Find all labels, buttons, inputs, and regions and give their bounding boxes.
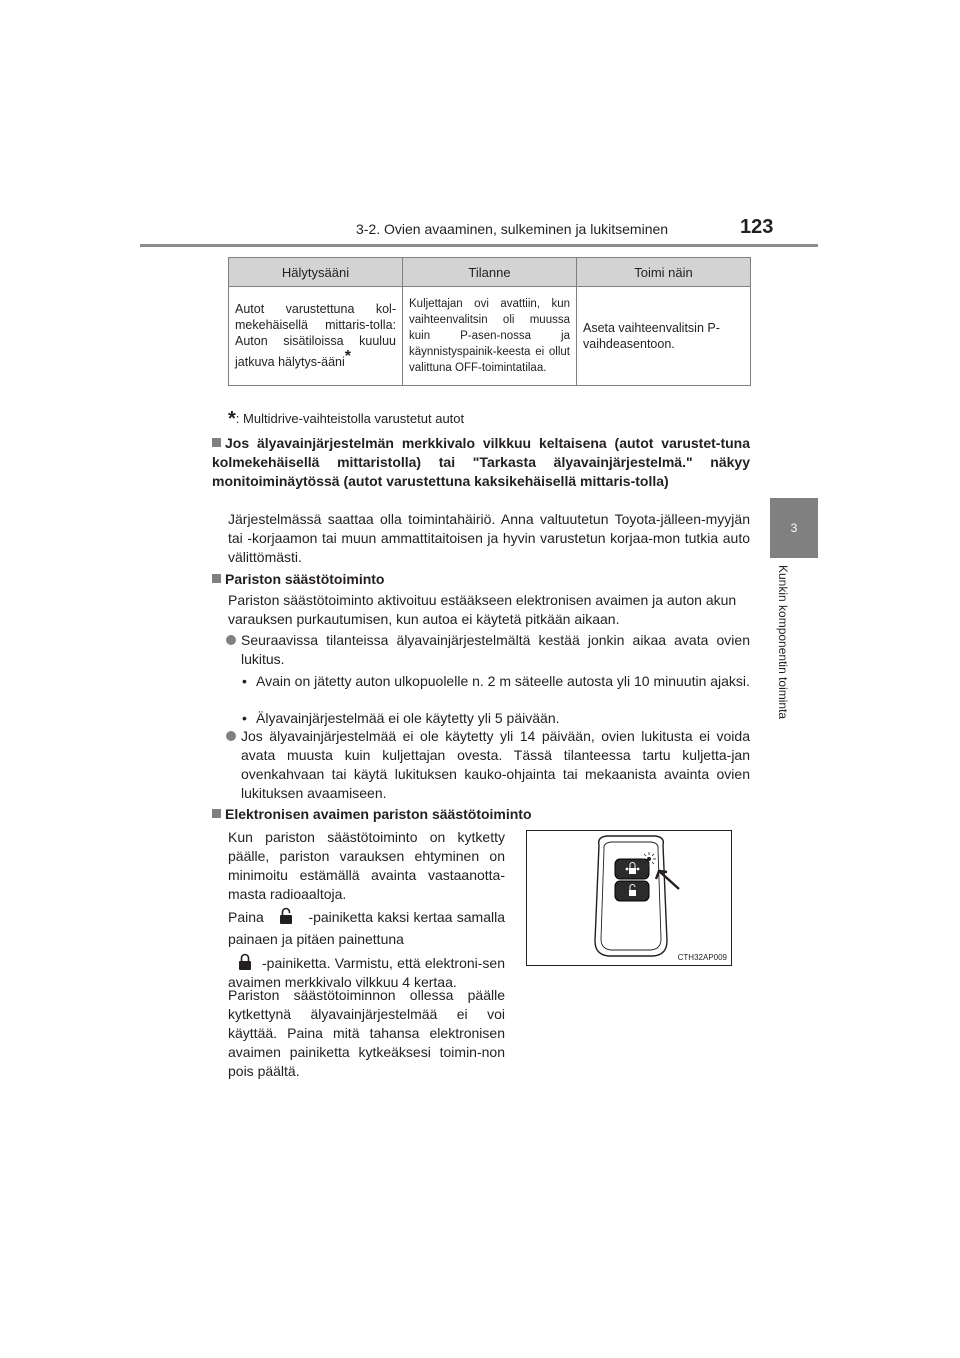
lock-icon	[228, 953, 262, 973]
table-cell-situation: Kuljettajan ovi avattiin, kun vaihteenvalitsin oli muussa kuin P-asen-nossa ja käynnistyspainik-keesta ei ollut valittuna OFF-toimintatilaa.	[403, 287, 577, 386]
table-header-cell: Hälytysääni	[229, 258, 403, 287]
section-heading: Pariston säästötoiminto	[225, 571, 385, 587]
list-item-text: Älyavainjärjestelmää ei ole käytetty yli 5 päivään.	[256, 710, 560, 726]
instruction-text: -painiketta kaksi kertaa samalla painaen ja pitäen painettuna	[228, 909, 506, 947]
square-bullet-icon	[212, 809, 221, 818]
paragraph: Kun pariston säästötoiminto on kytketty päälle, pariston varauksen ehtyminen on minimoitu estämällä avainta vastaanotta-masta radioaaltoja.	[228, 829, 505, 902]
section-heading: Elektronisen avaimen pariston säästötoiminto	[225, 806, 532, 822]
footnote-mark: *	[344, 348, 352, 366]
table-row	[229, 287, 751, 386]
sound-text: Autot varustettuna kol-mekehäisellä mittaris-tolla: Auton sisätiloissa kuuluu jatkuva hälytys-ääni	[235, 302, 396, 370]
chapter-number: 3	[790, 521, 798, 535]
unlock-icon	[268, 906, 304, 928]
square-bullet-icon	[212, 574, 221, 583]
table-header-cell: Toimi näin	[577, 258, 751, 287]
key-illustration	[526, 830, 732, 966]
list-item	[242, 672, 750, 691]
list-item-text: Avain on jätetty auton ulkopuolelle n. 2 m säteelle autosta yli 10 minuutin ajaksi.	[256, 673, 750, 689]
chapter-label: Kunkin komponentin toiminta	[776, 565, 790, 720]
instruction-line	[228, 906, 505, 950]
paragraph: Järjestelmässä saattaa olla toimintahäiriö. Anna valtuutetun Toyota-jälleen-myyjän tai -korjaamon tai muun ammattitaitoisen ja hyvin varustetun korjaa-mon tutkia auto välittömästi.	[228, 511, 750, 565]
figure-caption: CTH32AP009	[677, 953, 727, 962]
section-title: 3-2. Ovien avaaminen, sulkeminen ja lukitseminen	[356, 221, 669, 237]
list-item	[226, 631, 750, 669]
smart-key-drawing	[527, 831, 731, 965]
paragraph: Pariston säästötoiminnon ollessa päälle kytkettynä älyavainjärjestelmää ei voi käyttää. Paina mitä tahansa elektronisen avaimen painiketta kytkeäksesi toimin-non pois päältä.	[228, 987, 505, 1079]
section-heading-key-battery	[212, 805, 750, 824]
list-item	[226, 727, 750, 803]
instruction-text: -painiketta. Varmistu, että elektroni-sen avaimen merkkivalo vilkkuu 4 kertaa.	[228, 955, 505, 990]
footnote	[228, 408, 464, 431]
list-item	[242, 709, 750, 728]
dot-bullet-icon: •	[242, 710, 247, 726]
page-number: 123	[740, 216, 774, 238]
header-divider	[140, 244, 818, 247]
alarm-table	[228, 257, 751, 386]
list-item-text: Jos älyavainjärjestelmää ei ole käytetty yli 14 päivään, ovien lukitusta ei voida avata muusta kuin kuljettajan ovesta. Tässä tilanteessa tartu kuljetta-jan ovenkahvaan tai käytä lukituksen kauko-ohjainta tai mekaanista avainta ovien lukituksen avaamiseen.	[241, 728, 750, 801]
instruction-text: Paina	[228, 909, 264, 925]
section-heading: Jos älyavainjärjestelmän merkkivalo vilkkuu keltaisena (autot varustet-tuna kolmekehäisellä mittaristolla) tai "Tarkasta älyavainjärjestelmä." näkyy monitoiminäytössä (autot varustettuna kaksikehäisellä mittaris-tolla)	[212, 435, 750, 489]
table-header-cell: Tilanne	[403, 258, 577, 287]
paragraph: Pariston säästötoiminto aktivoituu estääkseen elektronisen avaimen ja auton akun varauksen purkautumisen, kun autoa ei käytetä pitkään aikaan.	[228, 592, 737, 627]
section-heading-indicator	[212, 434, 750, 491]
round-bullet-icon	[226, 731, 236, 741]
table-header-row	[229, 258, 751, 287]
table-cell-action: Aseta vaihteenvalitsin P-vaihdeasentoon.	[577, 287, 751, 386]
list-item-text: Seuraavissa tilanteissa älyavainjärjestelmältä kestää jonkin aikaa avata ovien lukitus.	[241, 632, 750, 667]
round-bullet-icon	[226, 635, 236, 645]
instruction-paragraph	[228, 906, 505, 992]
section-heading-battery	[212, 570, 750, 589]
table-cell-sound	[229, 287, 403, 386]
footnote-text: : Multidrive-vaihteistolla varustetut autot	[235, 411, 465, 426]
footnote-star: *	[228, 408, 236, 430]
dot-bullet-icon: •	[242, 673, 247, 689]
square-bullet-icon	[212, 438, 221, 447]
